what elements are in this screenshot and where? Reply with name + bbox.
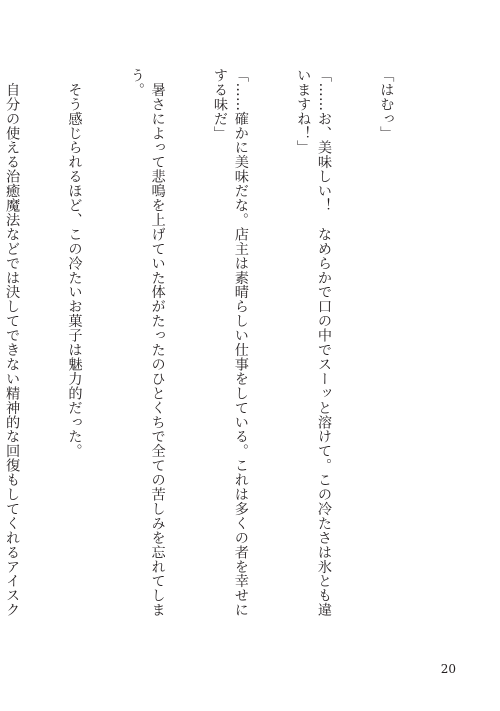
text-line: 「……お、美味しい！ なめらかで口の中でスーッと溶けて。この冷たさは氷とも違いますね！」 [295, 68, 333, 618]
text-line: 自分の使える治癒魔法などでは決してできない精神的な回復もしてくれるアイスク [4, 82, 21, 618]
text-line: 暑さによって悲鳴を上げていた体がたったのひとくちで全ての苦しみを忘れてしまう。 [128, 68, 166, 618]
page-number: 20 [440, 662, 456, 676]
text-line: 「はむっ」 [378, 68, 395, 141]
text-line: そう感じられるほど、この冷たいお菓子は魅力的だった。 [66, 68, 83, 459]
text-line: 「……確かに美味だな。店主は素晴らしい仕事をしている。これは多くの者を幸せにする味だ」 [212, 68, 249, 618]
vertical-text-body [0, 68, 438, 628]
